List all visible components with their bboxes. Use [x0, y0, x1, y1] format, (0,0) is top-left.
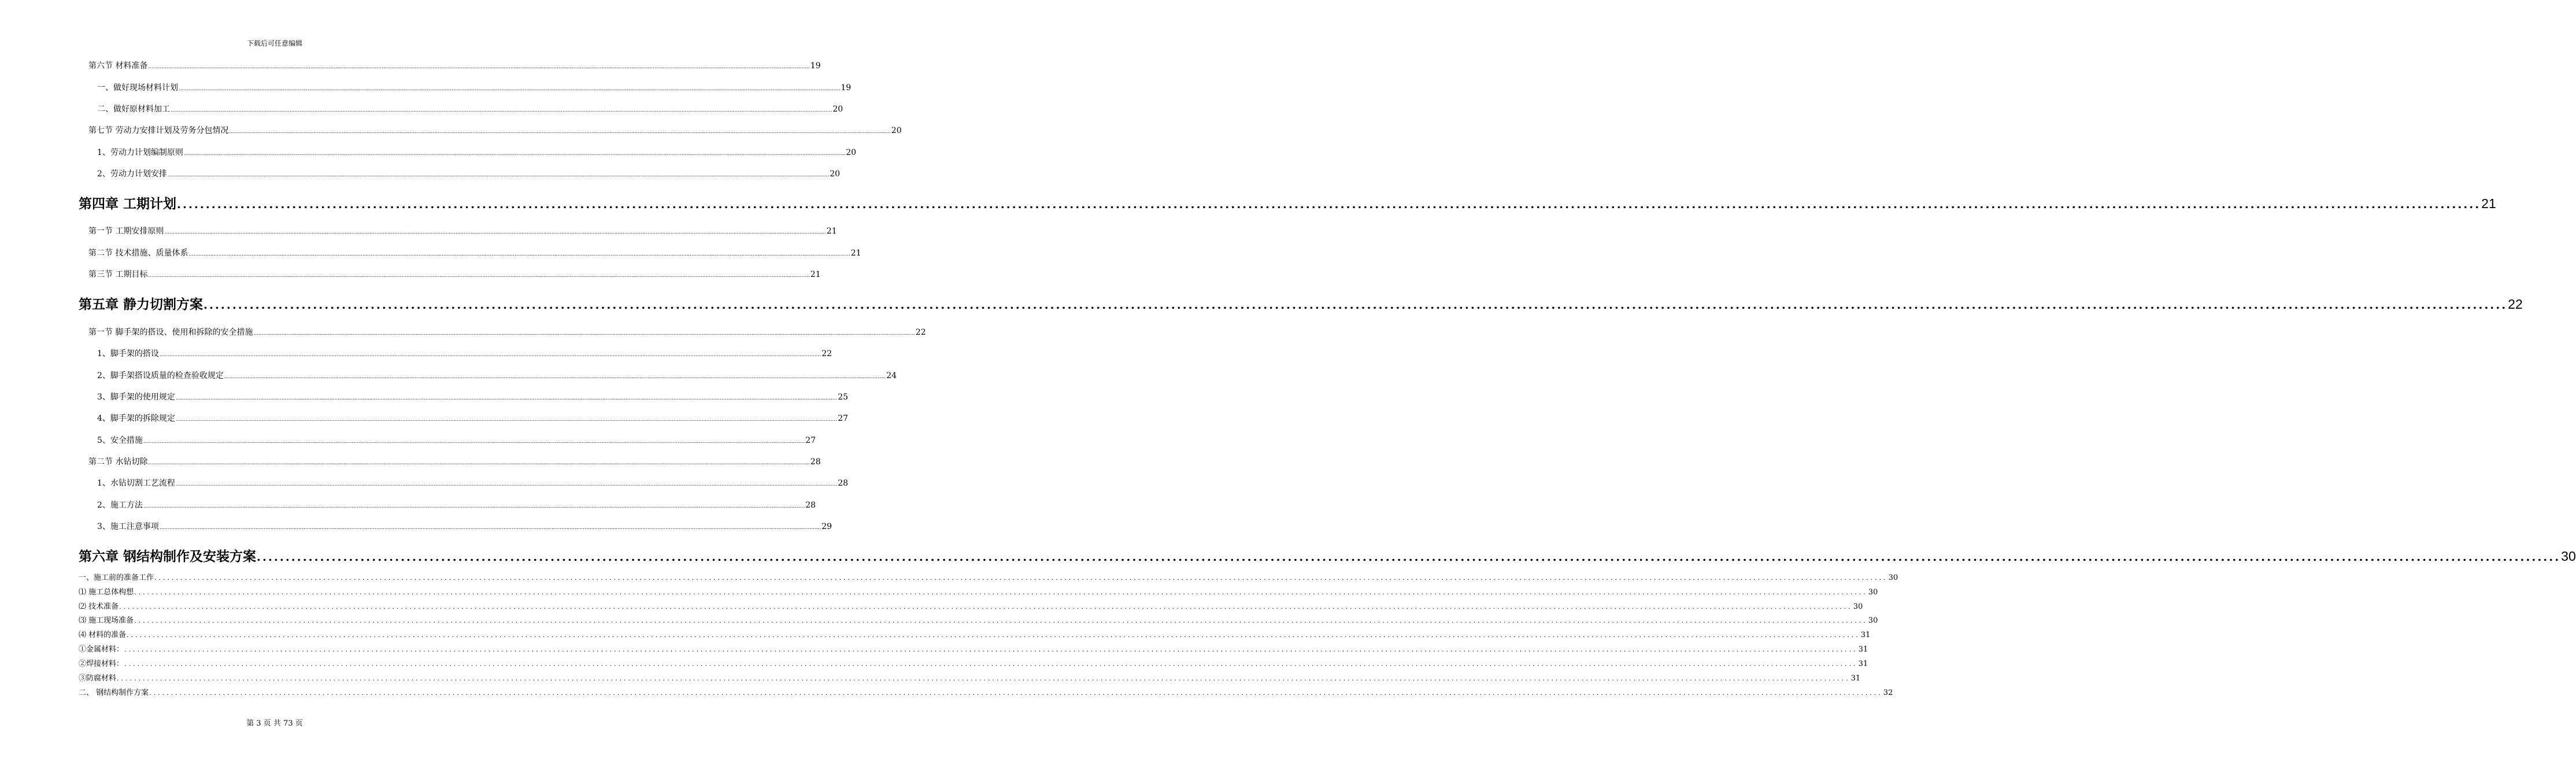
toc-entry-title: 第三节 工期目标: [88, 270, 148, 279]
toc-entry[interactable]: [88, 326, 926, 338]
toc-entry-title: ①金属材料：: [79, 645, 124, 654]
toc-entry-title: ⑶ 施工现场准备: [79, 616, 134, 625]
toc-leader: ................................................................................................................................................................................................................................................................................................................................................................................................................: [148, 273, 810, 279]
toc-entry-title: ⑵ 技术准备: [79, 602, 119, 611]
toc-entry[interactable]: [79, 586, 1878, 597]
toc-leader: ................................................................................................................................................................................................................................................................................................................................................................................................................: [124, 660, 1858, 668]
toc-entry[interactable]: [97, 434, 816, 446]
toc-leader: ................................................................................................................................................................................................................................................................................................................................................................................................................: [171, 108, 832, 113]
toc-leader: ................................................................................................................................................................................................................................................................................................................................................................................................................: [159, 525, 821, 531]
toc-entry-page: 19: [841, 83, 852, 92]
toc-entry-page: 25: [838, 393, 849, 402]
toc-entry-title: 2、劳动力计划安排: [97, 169, 167, 179]
toc-entry-page: 29: [821, 522, 832, 531]
toc-entry-title: 第六节 材料准备: [88, 61, 148, 71]
toc-entry[interactable]: [97, 103, 843, 114]
toc-entry-page: 30: [1868, 616, 1878, 625]
toc-entry-page: 28: [805, 501, 816, 510]
toc-leader: ................................................................................................................................................................................................................................................................................................................................................................................................................: [224, 374, 886, 380]
toc-entry-title: 3、脚手架的使用规定: [97, 393, 175, 402]
toc-leader: ................................................................................................................................................................................................................................................................................................................................................................................................................: [134, 589, 1868, 596]
toc-chapter-page: 21: [2481, 196, 2496, 211]
toc-leader: ................................................................................................................................................................................................................................................................................................................................................................................................................: [203, 298, 2508, 312]
toc-entry[interactable]: [88, 60, 821, 71]
toc-entry-page: 21: [826, 227, 837, 236]
toc-entry[interactable]: [88, 268, 821, 280]
toc-leader: ................................................................................................................................................................................................................................................................................................................................................................................................................: [159, 352, 821, 358]
toc-entry-page: 24: [886, 371, 897, 380]
toc-entry[interactable]: [88, 124, 902, 136]
toc-entry-page: 31: [1858, 645, 1868, 654]
toc-entry-title: 第一节 脚手架的搭设、使用和拆除的安全措施: [88, 328, 253, 337]
toc-entry[interactable]: [97, 499, 816, 510]
toc-entry-title: 2、施工方法: [97, 501, 143, 510]
toc-entry-title: ⑴ 施工总体构想: [79, 588, 134, 597]
toc-entry-page: 21: [850, 249, 861, 258]
toc-entry[interactable]: [97, 347, 832, 359]
toc-entry[interactable]: [79, 672, 1861, 683]
toc-entry-page: 28: [838, 479, 849, 488]
toc-entry-page: 20: [891, 126, 902, 135]
toc-leader: ................................................................................................................................................................................................................................................................................................................................................................................................................: [175, 417, 838, 423]
toc-entry[interactable]: [88, 247, 861, 258]
toc-entry-title: 二、做好原材料加工: [97, 105, 170, 114]
toc-entry[interactable]: [79, 600, 1863, 611]
toc-entry-title: 3、施工注意事项: [97, 522, 159, 531]
toc-leader: ................................................................................................................................................................................................................................................................................................................................................................................................................: [179, 86, 841, 92]
toc-entry[interactable]: [97, 477, 849, 489]
toc-chapter-page: 30: [2561, 549, 2576, 564]
toc-entry-title: ⑷ 材料的准备: [79, 631, 127, 639]
toc-entry[interactable]: [97, 412, 849, 424]
toc-chapter-page: 22: [2508, 297, 2523, 312]
toc-entry[interactable]: [88, 456, 821, 467]
toc-entry-page: 21: [810, 270, 821, 279]
toc-entry-page: 31: [1850, 674, 1861, 683]
toc-entry-title: 2、脚手架搭设质量的检查验收规定: [97, 371, 224, 380]
toc-entry[interactable]: [97, 391, 849, 402]
toc-entry-title: 第二节 技术措施、质量体系: [88, 249, 188, 258]
toc-entry-page: 32: [1883, 689, 1893, 697]
toc-entry-page: 30: [1868, 588, 1878, 597]
toc-chapter-title: 第四章 工期计划: [79, 197, 177, 212]
toc-entry-title: 一、做好现场材料计划: [97, 83, 178, 92]
toc-chapter-title: 第六章 钢结构制作及安装方案: [79, 549, 257, 564]
toc-leader: ................................................................................................................................................................................................................................................................................................................................................................................................................: [148, 64, 810, 70]
toc-leader: ................................................................................................................................................................................................................................................................................................................................................................................................................: [164, 230, 826, 235]
toc-entry-page: 27: [805, 436, 816, 445]
toc-entry[interactable]: [79, 571, 1898, 582]
toc-leader: ................................................................................................................................................................................................................................................................................................................................................................................................................: [177, 197, 2481, 211]
toc-leader: ................................................................................................................................................................................................................................................................................................................................................................................................................: [117, 675, 1850, 682]
toc-entry-page: 20: [832, 105, 843, 114]
toc-chapter[interactable]: [79, 193, 2496, 212]
toc-entry-title: ③防腐材料: [79, 674, 117, 683]
toc-entry-page: 19: [810, 61, 821, 71]
toc-entry-title: 二、 钢结构制作方案: [79, 689, 149, 697]
toc-entry-title: 1、水钻切割工艺流程: [97, 479, 175, 488]
toc-entry-page: 30: [1853, 602, 1863, 611]
toc-entry[interactable]: [97, 168, 841, 179]
toc-entry[interactable]: [79, 614, 1878, 625]
toc-entry[interactable]: [97, 369, 897, 381]
toc-leader: ................................................................................................................................................................................................................................................................................................................................................................................................................: [127, 631, 1860, 639]
toc-leader: ................................................................................................................................................................................................................................................................................................................................................................................................................: [124, 646, 1858, 653]
toc-chapter[interactable]: [79, 546, 2576, 564]
toc-entry[interactable]: [97, 82, 852, 93]
toc-entry[interactable]: [97, 146, 857, 158]
toc-leader: ................................................................................................................................................................................................................................................................................................................................................................................................................: [143, 504, 805, 509]
toc-chapter-title: 第五章 静力切割方案: [79, 297, 203, 312]
toc-entry-page: 31: [1860, 631, 1871, 639]
toc-entry-title: 1、劳动力计划编制原则: [97, 148, 183, 157]
toc-entry-title: 1、脚手架的搭设: [97, 349, 159, 358]
toc-entry-title: 第二节 水钻切除: [88, 457, 148, 467]
toc-entry-title: 第七节 劳动力安排计划及劳务分包情况: [88, 126, 229, 135]
toc-entry-page: 22: [821, 349, 832, 358]
toc-entry-title: ②焊接材料：: [79, 660, 124, 668]
toc-leader: ................................................................................................................................................................................................................................................................................................................................................................................................................: [154, 574, 1888, 582]
toc-entry[interactable]: [88, 225, 837, 236]
toc-leader: ................................................................................................................................................................................................................................................................................................................................................................................................................: [175, 395, 838, 401]
toc-leader: ................................................................................................................................................................................................................................................................................................................................................................................................................: [149, 689, 1883, 697]
toc-entry[interactable]: [79, 657, 1868, 668]
toc-entry[interactable]: [79, 643, 1868, 654]
toc-entry[interactable]: [97, 520, 832, 532]
toc-entry-title: 第一节 工期安排原则: [88, 227, 164, 236]
toc-entry[interactable]: [79, 628, 1871, 639]
toc-entry[interactable]: [79, 686, 1893, 697]
toc-entry-title: 一、施工前的准备工作: [79, 574, 154, 582]
page-footer: 第 3 页 共 73 页: [246, 719, 303, 728]
page-header: 下载后可任意编辑: [246, 39, 302, 47]
toc-leader: ................................................................................................................................................................................................................................................................................................................................................................................................................: [148, 460, 810, 466]
toc-leader: ................................................................................................................................................................................................................................................................................................................................................................................................................: [229, 129, 891, 135]
toc-entry-page: 30: [1888, 574, 1898, 582]
toc-leader: ................................................................................................................................................................................................................................................................................................................................................................................................................: [143, 439, 805, 445]
toc-leader: ................................................................................................................................................................................................................................................................................................................................................................................................................: [167, 172, 830, 178]
toc-entry-title: 4、脚手架的拆除规定: [97, 414, 175, 423]
toc-entry-page: 28: [810, 457, 821, 467]
toc-leader: ................................................................................................................................................................................................................................................................................................................................................................................................................: [257, 550, 2561, 564]
toc-entry-title: 5、安全措施: [97, 436, 143, 445]
toc-leader: ................................................................................................................................................................................................................................................................................................................................................................................................................: [119, 603, 1853, 610]
toc-leader: ................................................................................................................................................................................................................................................................................................................................................................................................................: [175, 482, 838, 487]
toc-entry-page: 31: [1858, 660, 1868, 668]
toc-leader: ................................................................................................................................................................................................................................................................................................................................................................................................................: [253, 331, 915, 336]
toc-leader: ................................................................................................................................................................................................................................................................................................................................................................................................................: [183, 151, 846, 157]
toc-entry-page: 22: [915, 328, 926, 337]
toc-entry-page: 27: [838, 414, 849, 423]
toc-entry-page: 20: [846, 148, 857, 157]
toc-leader: ................................................................................................................................................................................................................................................................................................................................................................................................................: [188, 251, 850, 257]
toc-entry-page: 20: [830, 169, 841, 179]
toc-leader: ................................................................................................................................................................................................................................................................................................................................................................................................................: [134, 617, 1868, 624]
toc-chapter[interactable]: [79, 294, 2523, 312]
